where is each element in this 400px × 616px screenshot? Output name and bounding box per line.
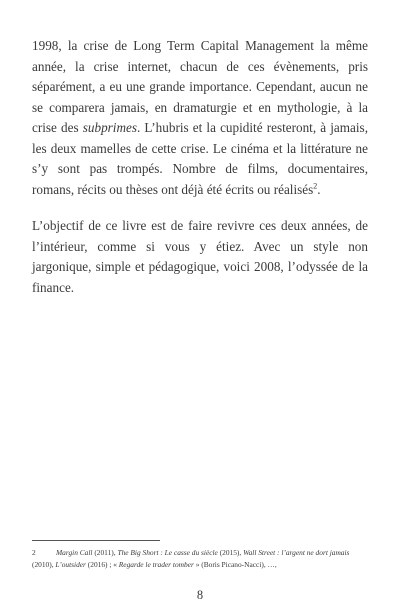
footnote-title-margin-call: Margin Call <box>56 548 93 557</box>
footnote-reference: 2 <box>313 181 318 191</box>
footnote-title-wall-street: Wall Street : l’argent ne dort jamais <box>243 548 350 557</box>
page-number: 8 <box>196 588 204 602</box>
footnote-number: 2 <box>32 548 36 557</box>
footnote-text: (2015), <box>217 548 244 557</box>
italic-term-subprimes: subprimes <box>82 120 137 135</box>
footnote-title-regarde-le-trader: Regarde le trader tomber <box>118 560 194 569</box>
footnote-divider <box>32 540 160 541</box>
footnote-text: (2016) ; « <box>85 560 119 569</box>
paragraph-1-text-c: . <box>317 181 321 197</box>
footnote-text: (2010), <box>32 560 56 569</box>
footnote-text: (2011), <box>92 548 118 557</box>
footnote <box>32 547 368 571</box>
body-paragraph-2: L’objectif de ce livre est de faire revivre ces deux années, de l’intérieur, comme si vous y étiez. Avec un style non jargonique, simple et pédagogique, voici 2008, l’odyssée de la finance. <box>32 218 368 295</box>
paragraph-1-text-a: 1998, la crise de Long Term Capital Management la même année, la crise internet, chacun de ces évènements, pris séparément, a eu une grande importance. Cependant, aucun ne se comparera jamais, en dramaturgie et en mythologie, à la crise des <box>32 38 368 135</box>
body-paragraph-1 <box>32 36 368 200</box>
footnote-title-outsider: L’outsider <box>55 560 86 569</box>
paragraph-1-text-b: . L’hubris et la cupidité resteront, à jamais, les deux mamelles de cette crise. Le cinéma et la littérature ne s’y sont pas trompés. Nombre de films, documentaires, romans, récits ou thèses ont déjà été écrits ou réalisés <box>32 120 368 197</box>
footnote-text: » (Boris Picano-Nacci), …, <box>193 560 277 569</box>
footnote-title-big-short: The Big Short : Le casse du siècle <box>117 548 218 557</box>
